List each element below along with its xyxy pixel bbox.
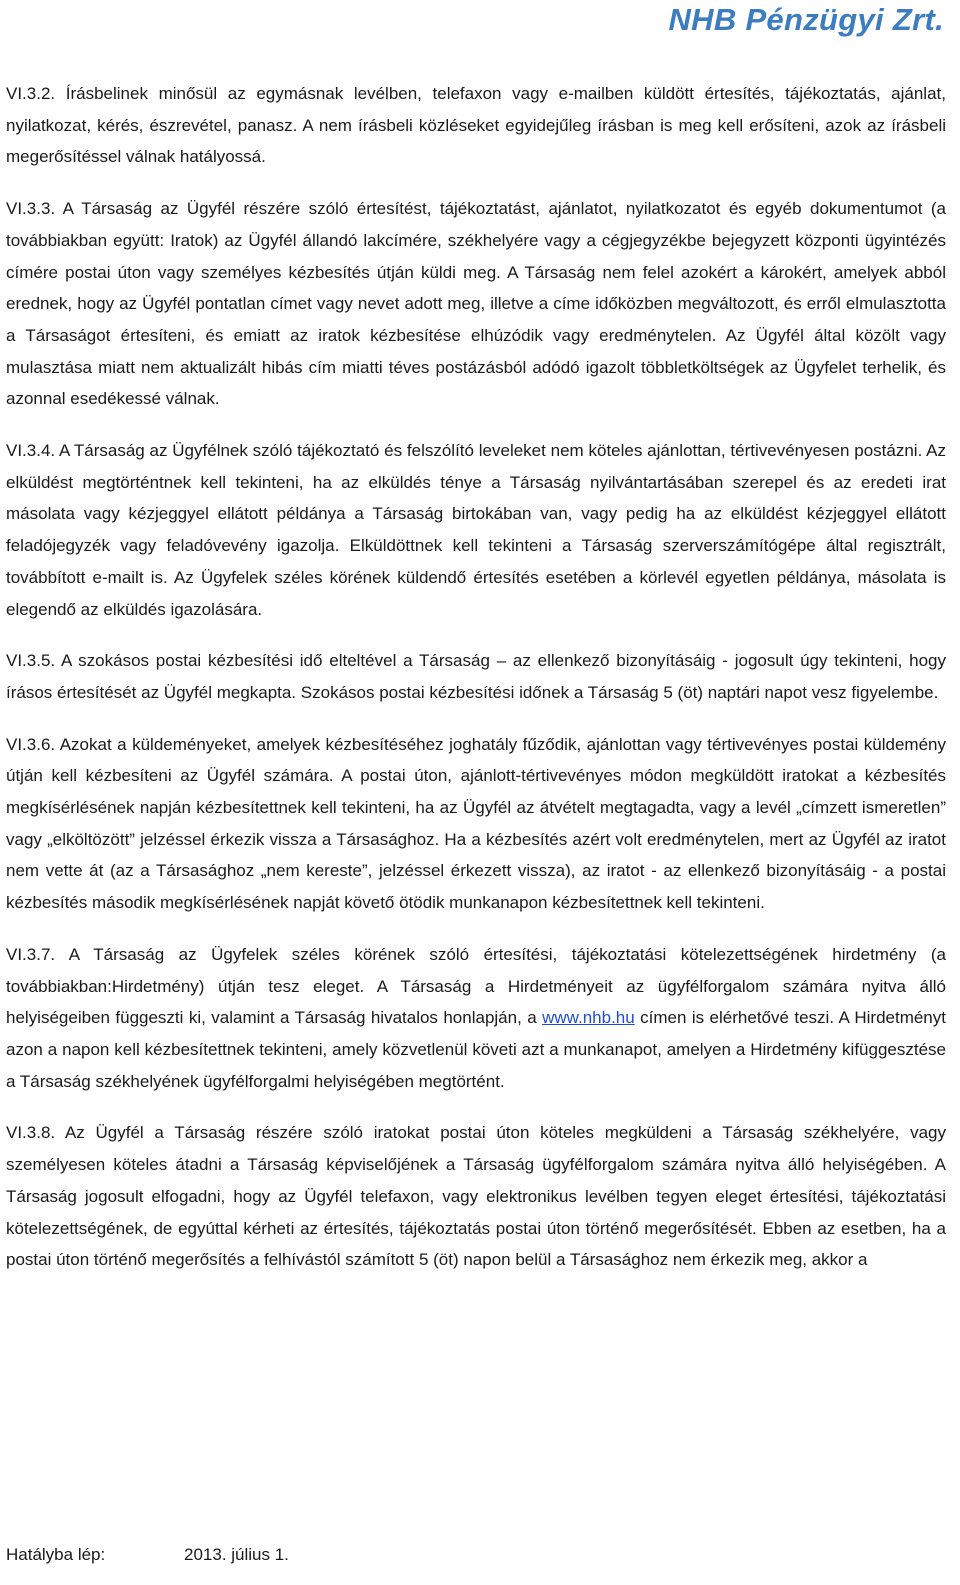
section-text: A Társaság az Ügyfélnek szóló tájékoztató és felszólító leveleket nem köteles ajánlottan, tértivevényesen postázni. Az elküldést megtörténtnek kell tekinteni, ha az elküldés ténye a Társaság nyilvántartásában szerepel és az eredeti irat másolata vagy kézjeggyel ellátott példánya a Társaság birtokában van, vagy pedig ha az elküldést kézjeggyel ellátott feladójegyzék vagy feladóvevény igazolja. Elküldöttnek kell tekinteni a Társaság szerverszámítógépe által regisztrált, továbbított e-mailt is. Az Ügyfelek széles körének küldendő értesítés esetében a körlevél egyetlen példánya, másolata is elegendő az elküldés igazolására. (6, 441, 946, 619)
section-number: VI.3.2. (6, 84, 56, 103)
section-text: Írásbelinek minősül az egymásnak levélben, telefaxon vagy e-mailben küldött értesítés, tájékoztatás, ajánlat, nyilatkozat, kérés, észrevétel, panasz. A nem írásbeli közléseket egyidejűleg írásban is meg kell erősíteni, azok az írásbeli megerősítéssel válnak hatályossá. (6, 84, 946, 167)
section-vi-3-6 (6, 729, 946, 919)
effective-date-label: Hatályba lép: (6, 1545, 106, 1564)
section-vi-3-4 (6, 435, 946, 625)
effective-date-footer (6, 1541, 289, 1569)
section-vi-3-5 (6, 645, 946, 708)
section-vi-3-7 (6, 939, 946, 1098)
section-text: A szokásos postai kézbesítési idő elteltével a Társaság – az ellenkező bizonyításáig - jogosult úgy tekinteni, hogy írásos értesítését az Ügyfél megkapta. Szokásos postai kézbesítési időnek a Társaság 5 (öt) naptári napot vesz figyelembe. (6, 651, 946, 702)
section-text: Azokat a küldeményeket, amelyek kézbesítéséhez joghatály fűződik, ajánlottan vagy tértivevényes postai küldemény útján kell kézbesíteni az Ügyfél számára. A postai úton, ajánlott-tértivevényes módon megküldött iratokat a kézbesítés megkísérlésének napján kézbesítettnek kell tekinteni, ha az Ügyfél az átvételt megtagadta, vagy a levél „címzett ismeretlen” vagy „elköltözött” jelzéssel érkezik vissza a Társasághoz. Ha a kézbesítés azért volt eredménytelen, mert az Ügyfél az iratot nem vette át (az a Társasághoz „nem kereste”, jelzéssel érkezett vissza), az iratot - az ellenkező bizonyításáig - a postai kézbesítés második megkísérlésének napját követő ötödik munkanapon kézbesítettnek kell tekinteni. (6, 734, 946, 913)
section-vi-3-3 (6, 193, 946, 415)
company-header: NHB Pénzügyi Zrt. (668, 2, 944, 37)
section-number: VI.3.6. (6, 734, 56, 754)
section-text: A Társaság az Ügyfél részére szóló értesítést, tájékoztatást, ajánlatot, nyilatkozatot és egyéb dokumentumot (a továbbiakban együtt: Iratok) az Ügyfél állandó lakcímére, székhelyére vagy a cégjegyzékbe bejegyzett központi ügyintézés címére postai úton vagy személyes kézbesítés útján küldi meg. A Társaság nem felel azokért a károkért, amelyek abból erednek, hogy az Ügyfél pontatlan címet vagy nevet adott meg, illetve a címe időközben megváltozott, és erről elmulasztotta a Társaságot értesíteni, és emiatt az iratok kézbesítése elhúzódik vagy eredménytelen. Az Ügyfél által közölt vagy mulasztása miatt nem aktualizált hibás cím miatti téves postázásból adódó igazolt többletköltségek az Ügyfelet terhelik, és azonnal esedékessé válnak. (6, 199, 946, 409)
section-text: Az Ügyfél a Társaság részére szóló iratokat postai úton köteles megküldeni a Társaság székhelyére, vagy személyesen köteles átadni a Társaság képviselőjének a Társaság ügyfélforgalom számára nyitva álló helyiségében. A Társaság jogosult elfogadni, hogy az Ügyfél telefaxon, vagy elektronikus levélben tegyen eleget értesítési, tájékoztatási kötelezettségének, de egyúttal kérheti az értesítés, tájékoztatás postai úton történő megerősítését. Ebben az esetben, ha a postai úton történő megerősítés a felhívástól számított 5 (öt) napon belül a Társasághoz nem érkezik meg, akkor a (6, 1123, 946, 1270)
section-vi-3-2 (6, 78, 946, 173)
section-vi-3-8 (6, 1117, 946, 1276)
section-number: VI.3.4. (6, 441, 56, 461)
section-number: VI.3.5. (6, 651, 56, 671)
section-number: VI.3.3. (6, 199, 56, 219)
section-number: VI.3.8. (6, 1123, 56, 1143)
nhb-website-link[interactable]: www.nhb.hu (542, 1008, 635, 1028)
document-body (6, 78, 946, 1296)
section-number: VI.3.7. (6, 944, 56, 964)
section-text-before-link: A Társaság az Ügyfelek széles körének szóló értesítési, tájékoztatási kötelezettségének hirdetmény (a továbbiakban:Hirdetmény) útján tesz eleget. A Társaság a Hirdetményeit az ügyfélforgalom számára nyitva álló helyiségeiben függeszti ki, valamint a Társaság hivatalos honlapján, a (6, 944, 946, 1028)
effective-date-value: 2013. július 1. (184, 1545, 289, 1564)
section-text-after-link: címen is elérhetővé teszi. A Hirdetményt azon a napon kell kézbesítettnek tekinteni, amely közvetlenül követi azt a munkanapot, amelyen a Hirdetmény kifüggesztése a Társaság székhelyének ügyfélforgalmi helyiségében megtörtént. (6, 1008, 946, 1091)
